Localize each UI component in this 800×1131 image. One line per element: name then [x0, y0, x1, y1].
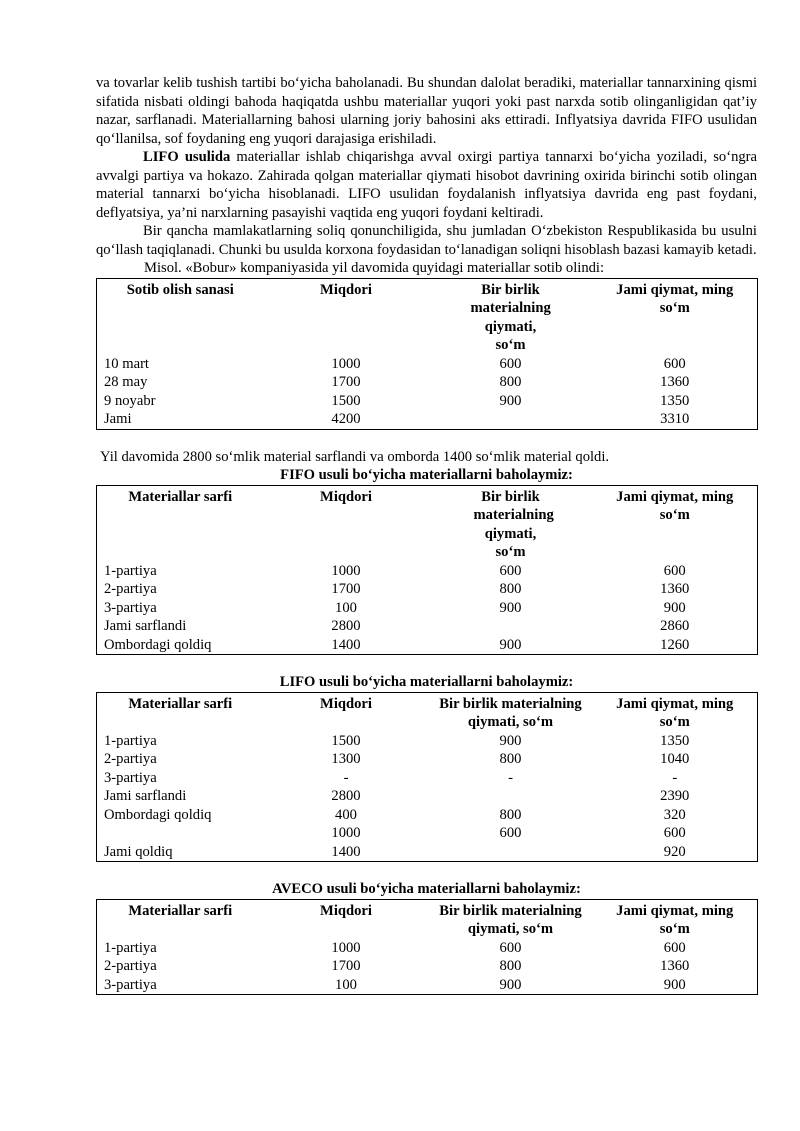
table-cell: 400	[335, 806, 357, 823]
table-cell: Ombordagi qoldiq	[104, 806, 212, 823]
table-cell: 600	[663, 825, 686, 841]
column-header	[264, 692, 429, 732]
table-cell	[429, 787, 593, 806]
table-cell: 1000	[331, 562, 361, 579]
table-cell: 600	[499, 825, 522, 841]
table-cell: 600	[499, 562, 522, 579]
lifo-table	[96, 692, 758, 863]
table-row	[97, 843, 758, 862]
table-cell: 3310	[660, 411, 690, 427]
table-cell: Jami sarflandi	[104, 788, 187, 804]
table-cell: 1360	[660, 581, 690, 597]
example-caption: Misol. «Bobur» kompaniyasida yil davomida quyidagi materiallar sotib olindi:	[144, 260, 605, 276]
column-header-label: Jami qiymat, ming so‘m	[616, 902, 734, 937]
table-cell: 1260	[660, 636, 690, 653]
table-cell: 1700	[331, 581, 361, 597]
lifo-description: materiallar ishlab chiqarishga avval oxirgi partiya tannarxi bo‘yicha yoziladi, so‘ngra avvalgi partiya va hokazo. Zahirada qolgan materiallar qiymati hisobot davrining oxirida birinchi sotib olingan material tannarxi bo‘yicha hisoblanadi. LIFO usulidan foydalanish inflyatsiya davrida eng past foydani, deflyatsiya, ya’ni narxlarning pasayishi vaqtida eng yuqori foydani keltiradi.	[96, 149, 758, 221]
table-cell: 1350	[660, 392, 690, 409]
table-cell	[97, 824, 264, 843]
table-row	[97, 732, 758, 751]
table-cell: 900	[499, 392, 522, 409]
table-cell: 1-partiya	[104, 939, 157, 956]
fifo-table	[96, 485, 758, 656]
table-cell: 1400	[331, 843, 361, 860]
table-cell: -	[508, 769, 513, 786]
table-cell: 900	[499, 636, 522, 653]
table-cell: 800	[499, 958, 522, 974]
table-cell	[429, 843, 593, 862]
table-cell: 1360	[660, 374, 690, 390]
paragraph-tax-law: Bir qancha mamlakatlarning soliq qonunchiligida, shu jumladan O‘zbekiston Respublikasida bu usulni qo‘llash taqiqlanadi. Chunki bu usulda korxona foydasidan to‘lanadigan soliqni hisoblash bazasi kamayib ketadi.	[96, 223, 757, 258]
table-cell: 2-partiya	[104, 751, 157, 767]
column-header	[429, 692, 593, 732]
document-page	[96, 74, 757, 995]
table-body	[97, 355, 758, 430]
column-header-label: Materiallar sarfi	[128, 488, 233, 505]
column-header-label: Miqdori	[320, 281, 372, 298]
table-row	[97, 392, 758, 411]
column-header-label: Miqdori	[320, 488, 372, 505]
table-body	[97, 562, 758, 655]
table-row	[97, 580, 758, 599]
table-row	[97, 373, 758, 392]
table-cell	[429, 617, 593, 636]
column-header	[429, 485, 593, 562]
table-cell: 1400	[331, 636, 361, 653]
table-cell: 2390	[660, 788, 690, 804]
usage-summary: Yil davomida 2800 so‘mlik material sarflandi va omborda 1400 so‘mlik material qoldi.	[100, 448, 610, 465]
table-row	[97, 806, 758, 825]
column-header-label: Sotib olish sanasi	[126, 281, 234, 298]
table-cell: 1700	[331, 958, 361, 974]
table-row	[97, 355, 758, 374]
column-header-label: Jami qiymat, ming so‘m	[616, 695, 734, 730]
table-cell: 2800	[331, 788, 361, 804]
table-cell: 900	[499, 599, 522, 616]
table-cell: 600	[499, 939, 522, 956]
column-header	[97, 692, 264, 732]
table-header-row	[97, 692, 758, 732]
column-header-label: Materiallar sarfi	[128, 695, 233, 712]
table-cell: 1700	[331, 374, 361, 390]
table-cell: 600	[663, 562, 686, 579]
table-row	[97, 769, 758, 788]
table-cell: 3-partiya	[104, 769, 157, 786]
table-cell	[429, 410, 593, 429]
table-cell: 3-partiya	[104, 976, 157, 993]
table-cell: 320	[663, 806, 686, 823]
table-cell: 2-partiya	[104, 581, 157, 597]
column-header-label: Jami qiymat, ming so‘m	[616, 281, 734, 316]
column-header	[593, 899, 758, 939]
table-row	[97, 787, 758, 806]
table-cell: 2860	[660, 618, 690, 634]
table-cell: 1500	[331, 732, 361, 749]
paragraph-fifo-intro: va tovarlar kelib tushish tartibi bo‘yicha baholanadi. Bu shundan dalolat beradiki, materiallar tannarxining qismi sifatida nisbati oldingi bahoda haqiqatda ushbu materiallar yuqori yoki past narxda sotib olinganligidan qat’iy nazar, sarflanadi. Materiallarning bahosi ularning joriy bahosini aks ettiradi. Inflyatsiya davrida FIFO usulidan qo‘llanilsa, sof foydaning eng yuqori darajasiga erishiladi.	[96, 75, 757, 147]
table-header-row	[97, 278, 758, 355]
table-cell: -	[672, 769, 678, 786]
table-cell: 100	[335, 599, 357, 616]
table-row	[97, 939, 758, 958]
column-header-label: Bir birlik materialning qiymati, so‘m	[473, 488, 554, 560]
column-header	[97, 278, 264, 355]
table-cell: 900	[663, 599, 686, 616]
lifo-term: LIFO usulida	[143, 149, 231, 165]
table-row	[97, 636, 758, 655]
table-body	[97, 732, 758, 862]
column-header	[429, 899, 593, 939]
table-cell: 600	[499, 355, 522, 372]
table-header-row	[97, 899, 758, 939]
column-header-label: Bir birlik materialning qiymati, so‘m	[439, 902, 582, 937]
column-header-label: Miqdori	[320, 902, 372, 919]
table-cell: 800	[499, 806, 522, 823]
column-header	[264, 899, 429, 939]
aveco-table	[96, 899, 758, 996]
column-header-label: Miqdori	[320, 695, 372, 712]
table-cell: 1360	[660, 958, 690, 974]
table-cell: 900	[499, 976, 522, 993]
table-cell: 9 noyabr	[104, 392, 156, 409]
paragraph-lifo	[96, 148, 757, 222]
column-header	[593, 692, 758, 732]
table-cell: 600	[663, 355, 686, 372]
column-header	[429, 278, 593, 355]
purchases-table	[96, 278, 758, 430]
column-header	[97, 485, 264, 562]
table-row	[97, 976, 758, 995]
table-row	[97, 410, 758, 429]
table-cell: Jami sarflandi	[104, 618, 187, 634]
table-cell: 100	[335, 976, 357, 993]
table-cell: 1-partiya	[104, 562, 157, 579]
table-row	[97, 617, 758, 636]
table-cell: 1000	[331, 355, 361, 372]
table-cell: 2-partiya	[104, 958, 157, 974]
table-cell: 1-partiya	[104, 732, 157, 749]
lifo-caption: LIFO usuli bo‘yicha materiallarni baholaymiz:	[279, 674, 574, 690]
table-cell: Ombordagi qoldiq	[104, 636, 212, 653]
table-header-row	[97, 485, 758, 562]
table-row	[97, 599, 758, 618]
table-cell: 800	[499, 374, 522, 390]
table-cell: -	[343, 769, 349, 786]
table-row	[97, 824, 758, 843]
column-header	[264, 485, 429, 562]
table-cell: 3-partiya	[104, 599, 157, 616]
table-cell: 800	[499, 751, 522, 767]
fifo-caption: FIFO usuli bo‘yicha materiallarni baholaymiz:	[280, 467, 573, 483]
column-header-label: Materiallar sarfi	[128, 902, 233, 919]
column-header-label: Jami qiymat, ming so‘m	[616, 488, 734, 523]
column-header	[97, 899, 264, 939]
table-cell: 900	[499, 732, 522, 749]
table-cell: 800	[499, 581, 522, 597]
aveco-caption: AVECO usuli bo‘yicha materiallarni baholaymiz:	[272, 881, 581, 897]
column-header	[593, 278, 758, 355]
table-cell: 4200	[331, 411, 361, 427]
table-row	[97, 562, 758, 581]
table-cell: 920	[663, 843, 686, 860]
table-cell: 600	[663, 939, 686, 956]
table-cell: Jami	[104, 411, 132, 427]
table-cell: 10 mart	[104, 355, 149, 372]
table-cell: 1000	[331, 939, 361, 956]
table-cell: 1350	[660, 732, 690, 749]
table-row	[97, 957, 758, 976]
table-cell: 1500	[331, 392, 361, 409]
table-cell: 1000	[331, 825, 361, 841]
column-header-label: Bir birlik materialning qiymati, so‘m	[439, 695, 582, 730]
table-cell: 2800	[331, 618, 361, 634]
table-row	[97, 750, 758, 769]
table-cell: 900	[663, 976, 686, 993]
table-cell: 1300	[331, 751, 361, 767]
table-cell: 28 may	[104, 374, 148, 390]
column-header	[264, 278, 429, 355]
table-cell: 1040	[660, 751, 690, 767]
column-header	[593, 485, 758, 562]
table-body	[97, 939, 758, 995]
table-cell: Jami qoldiq	[104, 843, 173, 860]
column-header-label: Bir birlik materialning qiymati, so‘m	[470, 281, 551, 353]
